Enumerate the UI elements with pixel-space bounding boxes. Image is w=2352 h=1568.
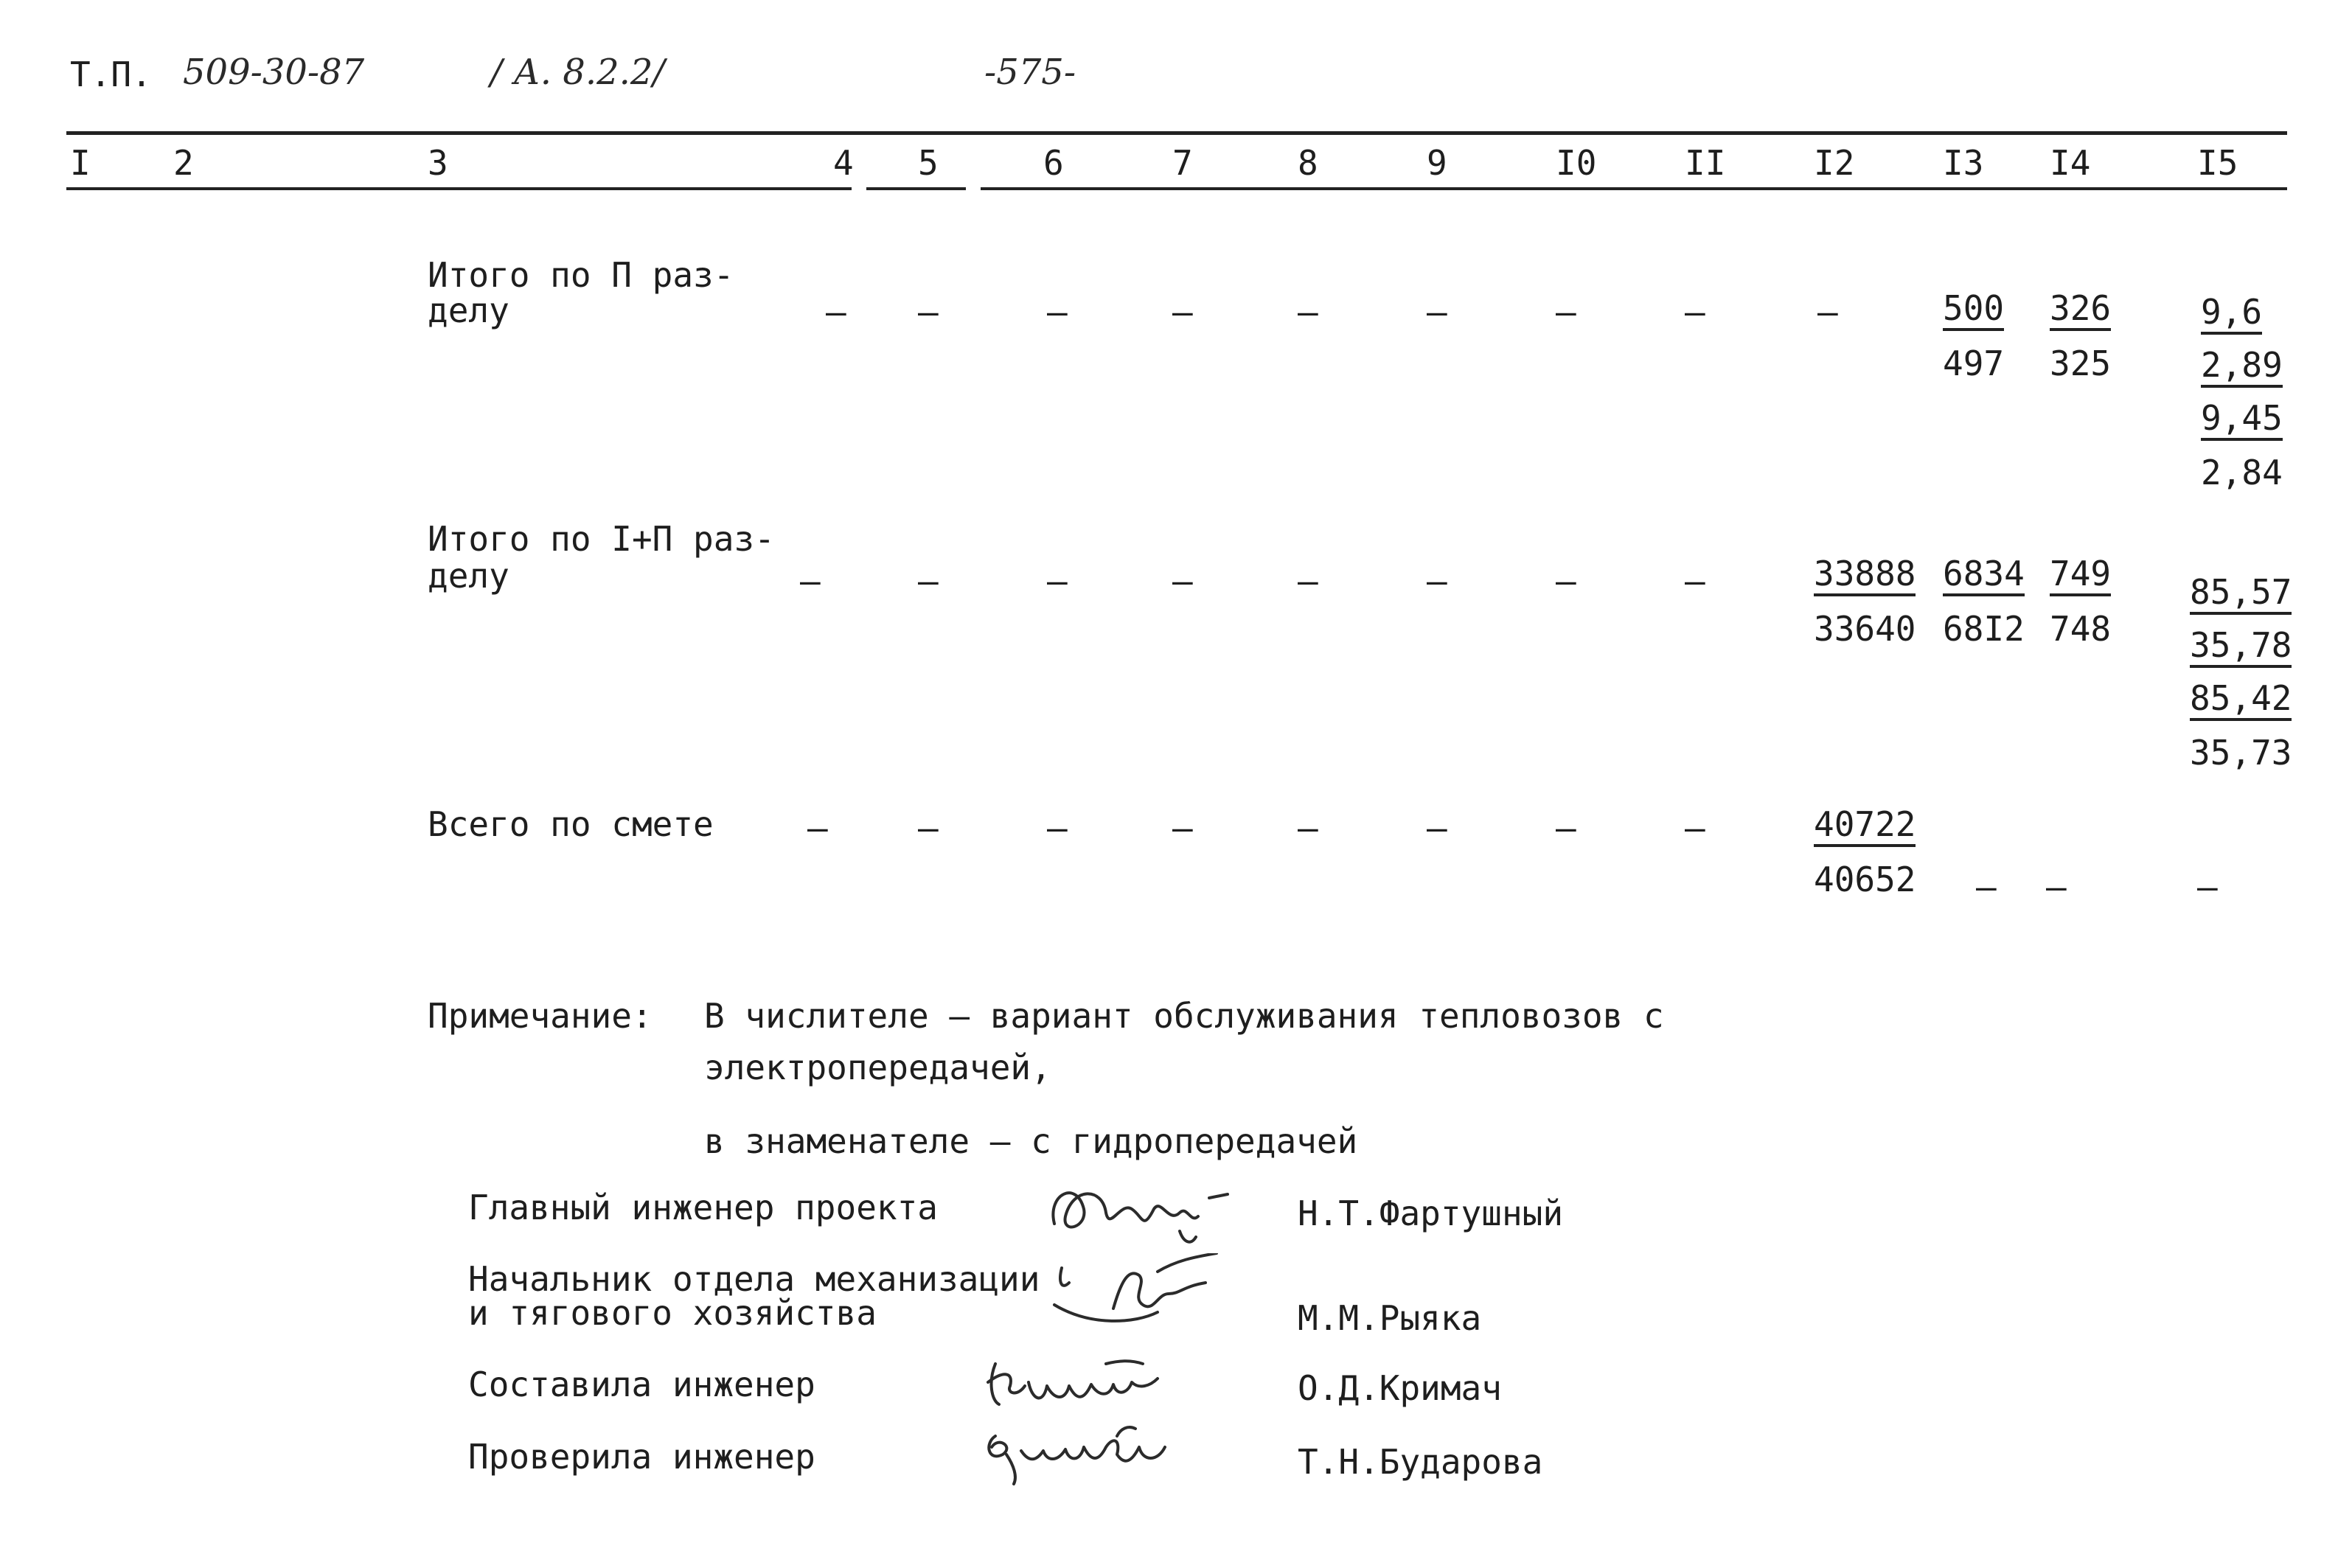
signature-role: Начальник отдела механизации [468,1259,1040,1299]
col-header-8: 8 [1298,143,1318,183]
row2-c14-denominator: 748 [2050,609,2112,649]
header-underline-4 [2138,187,2287,190]
col-header-6: 6 [1043,143,1064,183]
row3-dash: – [1685,808,1705,848]
row1-c14-denominator: 325 [2050,344,2112,383]
page-number: -575- [984,52,1076,93]
signatory-name: М.М.Рыяка [1298,1298,1482,1338]
signatory-name: О.Д.Кримач [1298,1368,1502,1408]
row2-c15-value: 35,78 [2190,628,2292,668]
signature-1-image [1032,1172,1239,1253]
signature-role: Проверила инженер [468,1437,815,1477]
row1-dash: – [1685,292,1705,332]
project-code: 509-30-87 [183,52,365,93]
signature-4-image [973,1421,1209,1488]
row2-dash: – [1556,561,1576,601]
row3-dash: – [1172,808,1193,848]
note-line-1: В числителе – вариант обслуживания тепловозов с [704,996,1664,1036]
header-underline-1 [66,187,852,190]
row1-dash: – [918,292,939,332]
row2-c15-value: 85,57 [2190,575,2292,615]
note-line-2: электропередачей, [704,1048,1051,1087]
col-header-5: 5 [918,143,939,183]
row3-c15-dash: – [2197,867,2218,907]
col-header-14: I4 [2050,143,2091,183]
row3-dash: – [1427,808,1447,848]
row2-dash: – [1298,561,1318,601]
row1-dash: – [1047,292,1068,332]
col-header-10: I0 [1556,143,1597,183]
table-top-rule [66,131,2287,135]
row1-c15-value: 2,84 [2201,453,2283,492]
note-line-3: в знаменателе – с гидропередачей [704,1121,1358,1161]
row3-dash: – [807,808,828,848]
signatory-name: Т.Н.Бударова [1298,1442,1543,1482]
row1-c15-value: 9,6 [2201,295,2262,335]
row2-label-line1: Итого по I+П раз- [428,519,775,559]
row2-dash: – [918,561,939,601]
signature-role: Составила инженер [468,1365,815,1404]
row3-label: Всего по смете [428,804,714,844]
row1-c15-value: 2,89 [2201,348,2283,388]
row2-dash: – [1685,561,1705,601]
row3-c13-dash: – [1976,867,1997,907]
signature-role: и тягового хозяйства [468,1293,877,1333]
signature-role: Главный инженер проекта [468,1188,938,1227]
header-underline-2 [866,187,966,190]
col-header-13: I3 [1943,143,1984,183]
col-header-2: 2 [173,143,194,183]
col-header-1: I [70,143,91,183]
row3-dash: – [918,808,939,848]
row2-dash: – [1172,561,1193,601]
row1-dash: – [1172,292,1193,332]
row1-dash: – [1556,292,1576,332]
row1-dash: – [1298,292,1318,332]
row2-c15-value: 85,42 [2190,681,2292,721]
col-header-12: I2 [1814,143,1855,183]
note-label: Примечание: [428,996,653,1036]
col-header-7: 7 [1172,143,1193,183]
row2-c14-numerator: 749 [2050,557,2111,596]
row1-dash: – [826,292,846,332]
row3-c12-denominator: 40652 [1814,860,1916,899]
row1-dash: – [1817,292,1838,332]
row1-dash: – [1427,292,1447,332]
row1-c13-denominator: 497 [1943,344,2005,383]
row2-c15-value: 35,73 [2190,733,2292,773]
doc-prefix: Т.П. [70,55,152,94]
col-header-3: 3 [428,143,448,183]
row2-c12-numerator: 33888 [1814,557,1916,596]
col-header-4: 4 [833,143,854,183]
row3-c12-numerator: 40722 [1814,807,1916,847]
signatory-name: Н.Т.Фартушный [1298,1194,1564,1233]
row2-dash: – [1047,561,1068,601]
row1-c14-numerator: 326 [2050,291,2111,331]
col-header-9: 9 [1427,143,1447,183]
row3-c14-dash: – [2046,867,2067,907]
row3-dash: – [1556,808,1576,848]
row2-c13-numerator: 6834 [1943,557,2025,596]
row2-c13-denominator: 68I2 [1943,609,2025,649]
row1-c15-value: 9,45 [2201,401,2283,441]
signature-3-image [973,1349,1194,1415]
row2-dash: – [800,561,821,601]
row1-label-line1: Итого по П раз- [428,255,734,295]
row2-dash: – [1427,561,1447,601]
row3-dash: – [1298,808,1318,848]
row2-label-line2: делу [428,556,509,596]
col-header-11: II [1685,143,1726,183]
row2-c12-denominator: 33640 [1814,609,1916,649]
row3-dash: – [1047,808,1068,848]
col-header-15: I5 [2197,143,2238,183]
row1-label-line2: делу [428,290,509,330]
album-reference: / А. 8.2.2/ [490,52,665,93]
signature-2-image [1047,1253,1239,1334]
row1-c13-numerator: 500 [1943,291,2004,331]
header-underline-3 [981,187,2234,190]
